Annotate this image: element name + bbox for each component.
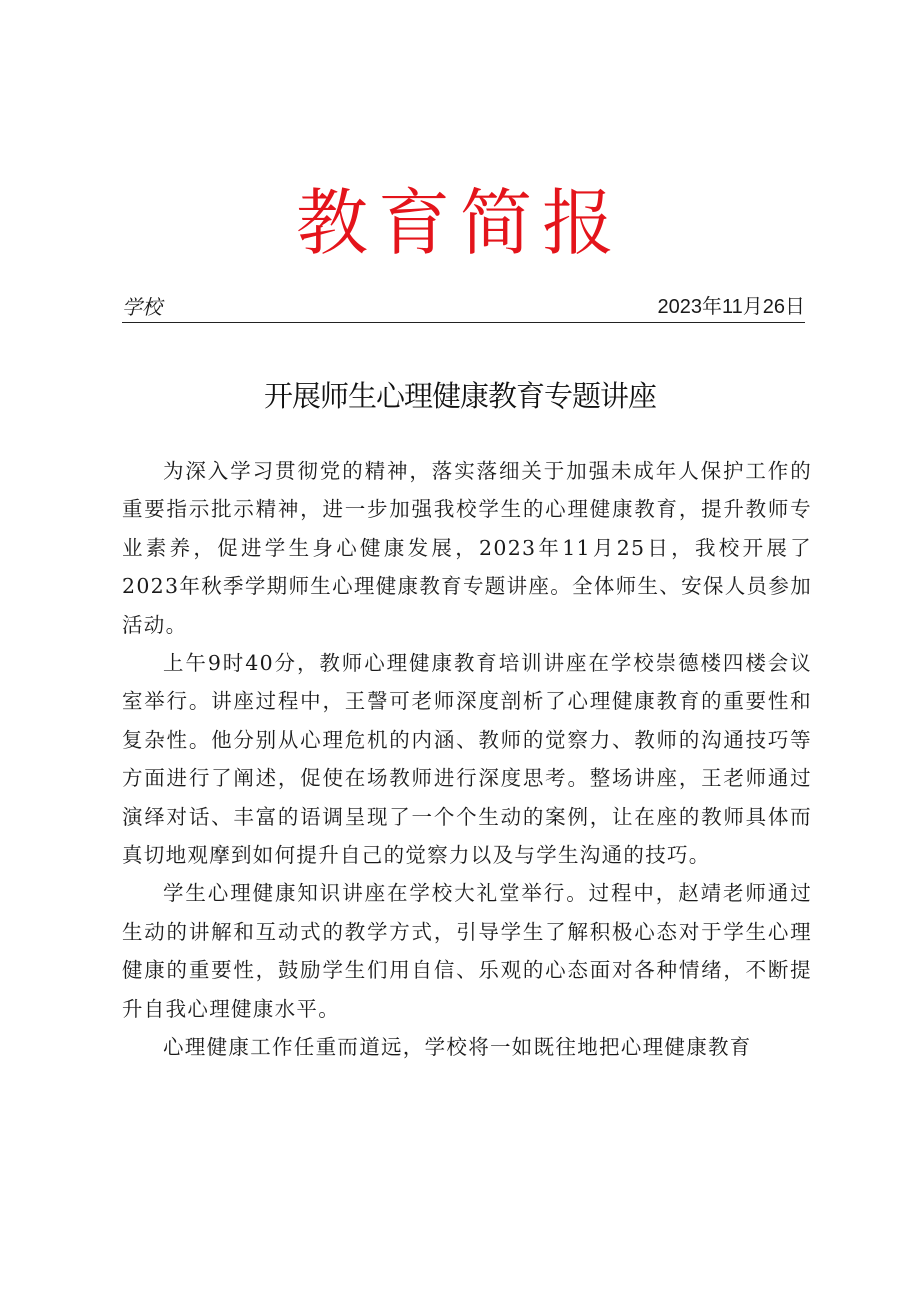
paragraph: 为深入学习贯彻党的精神，落实落细关于加强未成年人保护工作的重要指示批示精神，进一步加强我校学生的心理健康教育，提升教师专业素养，促进学生身心健康发展，2023年11月25日，我校开展了2023年秋季学期师生心理健康教育专题讲座。全体师生、安保人员参加活动。	[122, 459, 812, 637]
paragraph: 上午9时40分，教师心理健康教育培训讲座在学校崇德楼四楼会议室举行。讲座过程中，王謦可老师深度剖析了心理健康教育的重要性和复杂性。他分别从心理危机的内涵、教师的觉察力、教师的沟通技巧等方面进行了阐述，促使在场教师进行深度思考。整场讲座，王老师通过演绎对话、丰富的语调呈现了一个个生动的案例，让在座的教师具体而真切地观摩到如何提升自己的觉察力以及与学生沟通的技巧。	[122, 651, 812, 868]
article-title: 开展师生心理健康教育专题讲座	[263, 379, 656, 413]
article-body	[122, 452, 812, 1067]
masthead-title: 教育简报	[295, 181, 624, 265]
school-name: 学校	[122, 295, 162, 319]
paragraph: 学生心理健康知识讲座在学校大礼堂举行。过程中，赵靖老师通过生动的讲解和互动式的教学方式，引导学生了解积极心态对于学生心理健康的重要性，鼓励学生们用自信、乐观的心态面对各种情绪，不断提升自我心理健康水平。	[122, 881, 812, 1021]
info-row	[122, 292, 805, 323]
paragraph: 心理健康工作任重而道远，学校将一如既往地把心理健康教育	[163, 1035, 752, 1060]
issue-date: 2023年11月26日	[657, 296, 805, 318]
